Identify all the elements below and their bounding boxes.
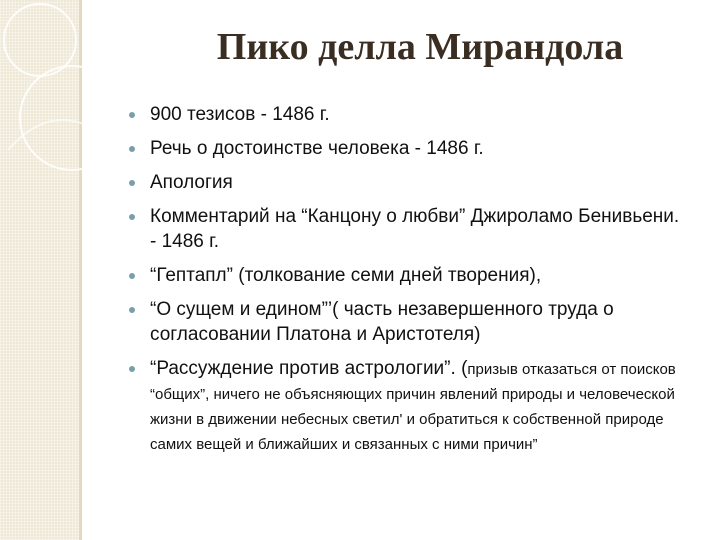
bullet-dot-icon xyxy=(129,146,135,152)
list-item xyxy=(128,102,688,127)
bullet-dot-icon xyxy=(129,214,135,220)
list-item xyxy=(128,136,688,161)
list-item-text: 900 тезисов - 1486 г. xyxy=(150,104,330,125)
list-item xyxy=(128,297,688,347)
list-item-text: Апология xyxy=(150,172,233,193)
list-item-text: Комментарий на “Канцону о любви” Джироламо Бенивьени. - 1486 г. xyxy=(150,206,680,252)
list-item-text: “Рассуждение против астрологии”. xyxy=(150,358,462,379)
bullet-dot-icon xyxy=(129,366,135,372)
bullet-dot-icon xyxy=(129,307,135,313)
decorative-circles xyxy=(0,0,130,200)
bullet-dot-icon xyxy=(129,180,135,186)
list-item-paren: ( xyxy=(461,358,468,379)
bullet-dot-icon xyxy=(129,112,135,118)
list-item xyxy=(128,170,688,195)
list-item-text: “Гептапл” (толкование семи дней творения), xyxy=(150,265,542,286)
list-item-text: “О сущем и едином”’( часть незавершенного труда о согласовании Платона и Аристотеля) xyxy=(150,299,614,345)
list-item xyxy=(128,263,688,288)
list-item-text: Речь о достоинстве человека - 1486 г. xyxy=(150,138,484,159)
list-item-detail: призыв отказаться от поисков “общих”, ничего не объясняющих причин явлений природы и человеческой жизни в движении небесных светил' и обратиться к собственной природе самих вещей и ближайших и связанных с ними причин” xyxy=(150,361,676,453)
bullet-dot-icon xyxy=(129,273,135,279)
slide-title: Пико делла Мирандола xyxy=(216,26,624,68)
bullet-list xyxy=(128,102,688,465)
list-item xyxy=(128,356,688,456)
list-item xyxy=(128,204,688,254)
